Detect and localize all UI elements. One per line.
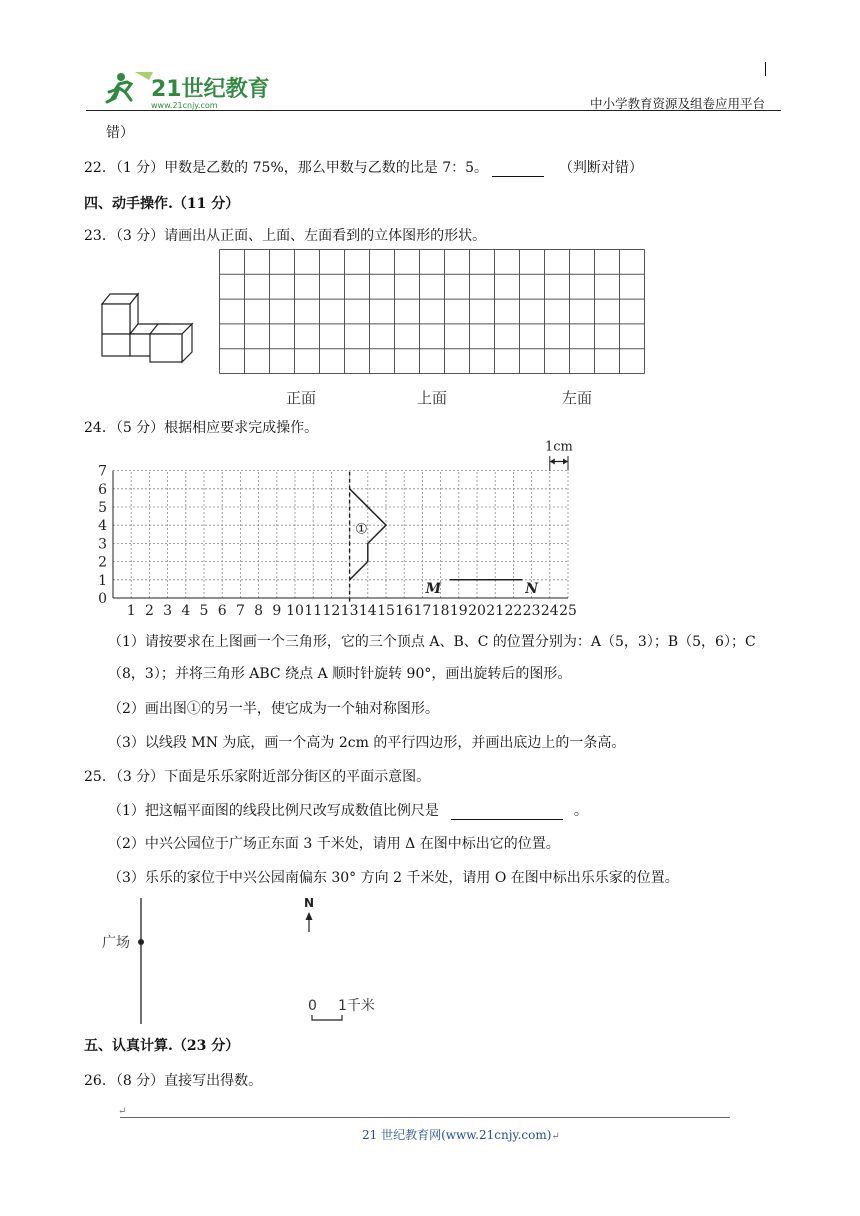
x-tick-label: 12 [322,603,341,619]
y-tick-label: 4 [98,518,107,535]
q24-sub2: （2）画出图①的另一半，使它成为一个轴对称图形。 [108,701,439,717]
x-tick-label: 4 [181,603,191,619]
q25-sub3: （3）乐乐的家位于中兴公园南偏东 30° 方向 2 千米处，请用 O 在图中标出乐乐家的位置。 [108,870,679,886]
q25-answer-blank[interactable] [451,819,563,820]
footer-link[interactable]: 21 世纪教育网(www.21cnjy.com)↵ [362,1128,560,1142]
cube-solid-figure [96,288,198,366]
x-tick-label: 23 [522,603,541,619]
view-drawing-grid[interactable] [219,249,645,374]
point-m-label: M [425,580,442,597]
shape-1-label: ① [355,521,368,538]
x-tick-label: 5 [199,603,209,619]
x-tick-label: 7 [235,603,245,619]
section-4-heading: 四、动手操作.（11 分） [84,196,240,212]
x-tick-label: 6 [217,603,227,619]
x-tick-label: 15 [377,603,395,619]
q24-sub3: （3）以线段 MN 为底，画一个高为 2cm 的平行四边形，并画出底边上的一条高。 [108,735,626,751]
label-left-view: 左面 [562,389,593,407]
section-5-heading: 五、认真计算.（23 分） [84,1038,240,1054]
x-tick-label: 25 [559,603,577,619]
q25-sub1 [108,800,588,820]
x-tick-label: 17 [413,603,432,619]
scale-zero: 0 [308,998,317,1014]
header-rule [86,110,781,111]
prev-question-tail: 错） [106,125,134,141]
question-26: 26．（8 分）直接写出得数。 [84,1073,263,1089]
footer-rule [120,1117,730,1118]
q24-sub1-line1: （1）请按要求在上图画一个三角形，它的三个顶点 A、B、C 的位置分别为：A（5，3）；B（5，6）；C [108,634,756,650]
y-tick-label: 6 [98,481,107,498]
q22-number: 22． [84,160,116,176]
question-24: 24．（5 分）根据相应要求完成操作。 [84,420,319,436]
x-tick-label: 19 [449,603,468,619]
footer-text: 21 世纪教育网(www.21cnjy.com) [362,1128,552,1142]
x-tick-label: 11 [304,603,323,619]
x-tick-label: 2 [144,603,154,619]
y-tick-label: 5 [98,500,107,516]
q25-sub2: （2）中兴公园位于广场正东面 3 千米处，请用 Δ 在图中标出它的位置。 [108,836,560,852]
x-tick-label: 8 [254,603,264,619]
logo-text: 21世纪教育 [151,77,270,102]
q22-answer-blank[interactable] [492,176,544,177]
street-map[interactable] [90,892,400,1032]
q25-sub1-text: （1）把这幅平面图的线段比例尺改写成数值比例尺是 [108,803,439,819]
x-tick-label: 22 [504,603,523,619]
scale-one: 1千米 [338,998,375,1014]
x-tick-label: 10 [286,603,304,619]
north-label: N [304,896,315,910]
logo-url: www.21cnjy.com [151,101,218,110]
platform-title: 中小学教育资源及组卷应用平台 [589,96,765,111]
x-tick-label: 20 [468,603,486,619]
scale-bar [312,1015,342,1020]
x-tick-label: 18 [431,603,450,619]
x-tick-label: 13 [340,603,359,619]
x-tick-label: 21 [486,603,505,619]
north-arrow-icon [306,912,313,932]
scale-1cm-label: 1cm [544,440,573,455]
q22-note: （判断对错） [558,160,643,176]
label-front-view: 正面 [286,389,317,407]
x-tick-label: 14 [358,603,377,619]
y-tick-label: 0 [98,591,107,607]
x-tick-label: 1 [126,603,136,619]
x-tick-label: 24 [540,603,559,619]
label-top-view: 上面 [417,389,448,407]
runner-logo-icon [107,72,153,102]
point-n-label: N [525,580,538,597]
site-logo [105,70,275,112]
question-22 [84,157,643,177]
x-tick-label: 16 [395,603,414,619]
question-25: 25．（3 分）下面是乐乐家附近部分街区的平面示意图。 [84,769,431,785]
plaza-point [138,939,144,945]
question-23: 23．（3 分）请画出从正面、上面、左面看到的立体图形的形状。 [84,228,487,244]
y-tick-label: 2 [98,554,107,571]
coordinate-grid[interactable] [94,440,594,622]
y-tick-label: 1 [98,572,107,589]
q25-sub1-end: 。 [573,803,588,819]
x-tick-label: 3 [163,603,173,619]
y-tick-label: 7 [98,463,107,480]
q24-sub1-line2: （8，3）；并将三角形 ABC 绕点 A 顺时针旋转 90°，画出旋转后的图形。 [108,666,572,682]
header-tick [765,62,766,76]
q22-text: （1 分）甲数是乙数的 75%，那么甲数与乙数的比是 7：5。 [115,160,489,176]
x-tick-label: 9 [272,603,282,619]
plaza-label: 广场 [102,935,130,951]
y-tick-label: 3 [98,536,107,553]
return-mark-icon: ↵ [118,1106,127,1117]
